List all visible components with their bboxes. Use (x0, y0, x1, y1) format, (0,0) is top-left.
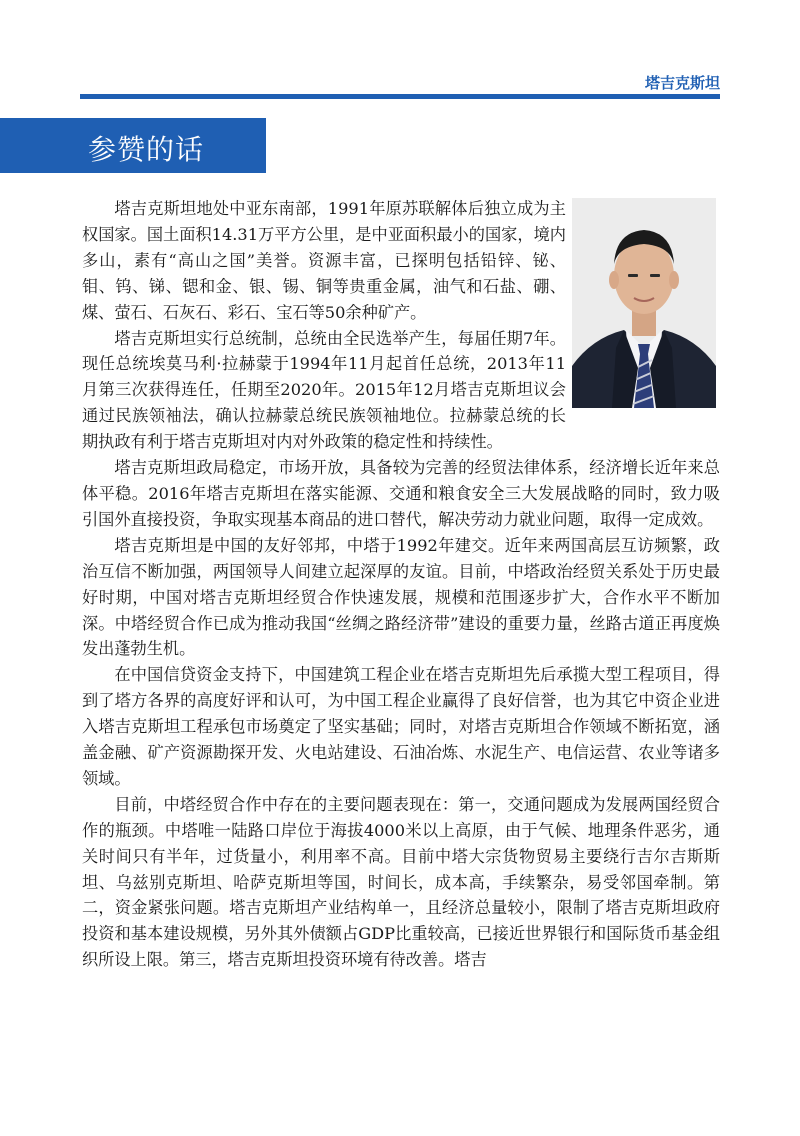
photo-spacer (570, 196, 720, 404)
paragraph-5: 在中国信贷资金支持下，中国建筑工程企业在塔吉克斯坦先后承揽大型工程项目，得到了塔方各界的高度好评和认可，为中国工程企业赢得了良好信誉，也为其它中资企业进入塔吉克斯坦工程承包市场奠定了坚实基础；同时，对塔吉克斯坦合作领域不断拓宽，涵盖金融、矿产资源勘探开发、火电站建设、石油冶炼、水泥生产、电信运营、农业等诸多领域。 (82, 665, 720, 788)
paragraph-1: 塔吉克斯坦地处中亚东南部，1991年原苏联解体后独立成为主权国家。国土面积14.31万平方公里，是中亚面积最小的国家，境内多山，素有“高山之国”美誉。资源丰富，已探明包括铅锌、铋、钼、钨、锑、锶和金、银、锡、铜等贵重金属，油气和石盐、硼、煤、萤石、石灰石、彩石、宝石等50余种矿产。 (82, 199, 566, 322)
section-title: 参赞的话 (88, 133, 205, 166)
header-rule (80, 94, 720, 99)
paragraph-2: 塔吉克斯坦实行总统制，总统由全民选举产生，每届任期7年。现任总统埃莫马利·拉赫蒙于1994年11月起首任总统，2013年11月第三次获得连任，任期至2020年。2015年12月塔吉克斯坦议会通过民族领袖法，确认拉赫蒙总统民族领袖地位。拉赫蒙总统的长期执政有利于塔吉克斯坦对内对外政策的稳定性和持续性。 (82, 328, 566, 452)
header-title: 塔吉克斯坦 (644, 74, 720, 92)
article-body (82, 196, 720, 973)
paragraph-4: 塔吉克斯坦是中国的友好邻邦，中塔于1992年建交。近年来两国高层互访频繁，政治互信不断加强，两国领导人间建立起深厚的友谊。目前，中塔政治经贸关系处于历史最好时期，中国对塔吉克斯坦经贸合作快速发展，规模和范围逐步扩大，合作水平不断加深。中塔经贸合作已成为推动我国“丝绸之路经济带”建设的重要力量，丝路古道正再度焕发出蓬勃生机。 (82, 535, 720, 659)
paragraph-6: 目前，中塔经贸合作中存在的主要问题表现在：第一，交通问题成为发展两国经贸合作的瓶颈。中塔唯一陆路口岸位于海拔4000米以上高原，由于气候、地理条件恶劣，通关时间只有半年，过货量小，利用率不高。目前中塔大宗货物贸易主要绕行吉尔吉斯斯坦、乌兹别克斯坦、哈萨克斯坦等国，时间长，成本高，手续繁杂，易受邻国牵制。第二，资金紧张问题。塔吉克斯坦产业结构单一，且经济总量较小，限制了塔吉克斯坦政府投资和基本建设规模，另外其外债额占GDP比重较高，已接近世界银行和国际货币基金组织所设上限。第三，塔吉克斯坦投资环境有待改善。塔吉 (82, 794, 720, 970)
paragraph-3: 塔吉克斯坦政局稳定，市场开放，具备较为完善的经贸法律体系，经济增长近年来总体平稳。2016年塔吉克斯坦在落实能源、交通和粮食安全三大发展战略的同时，致力吸引国外直接投资，争取实现基本商品的进口替代，解决劳动力就业问题，取得一定成效。 (82, 458, 720, 529)
